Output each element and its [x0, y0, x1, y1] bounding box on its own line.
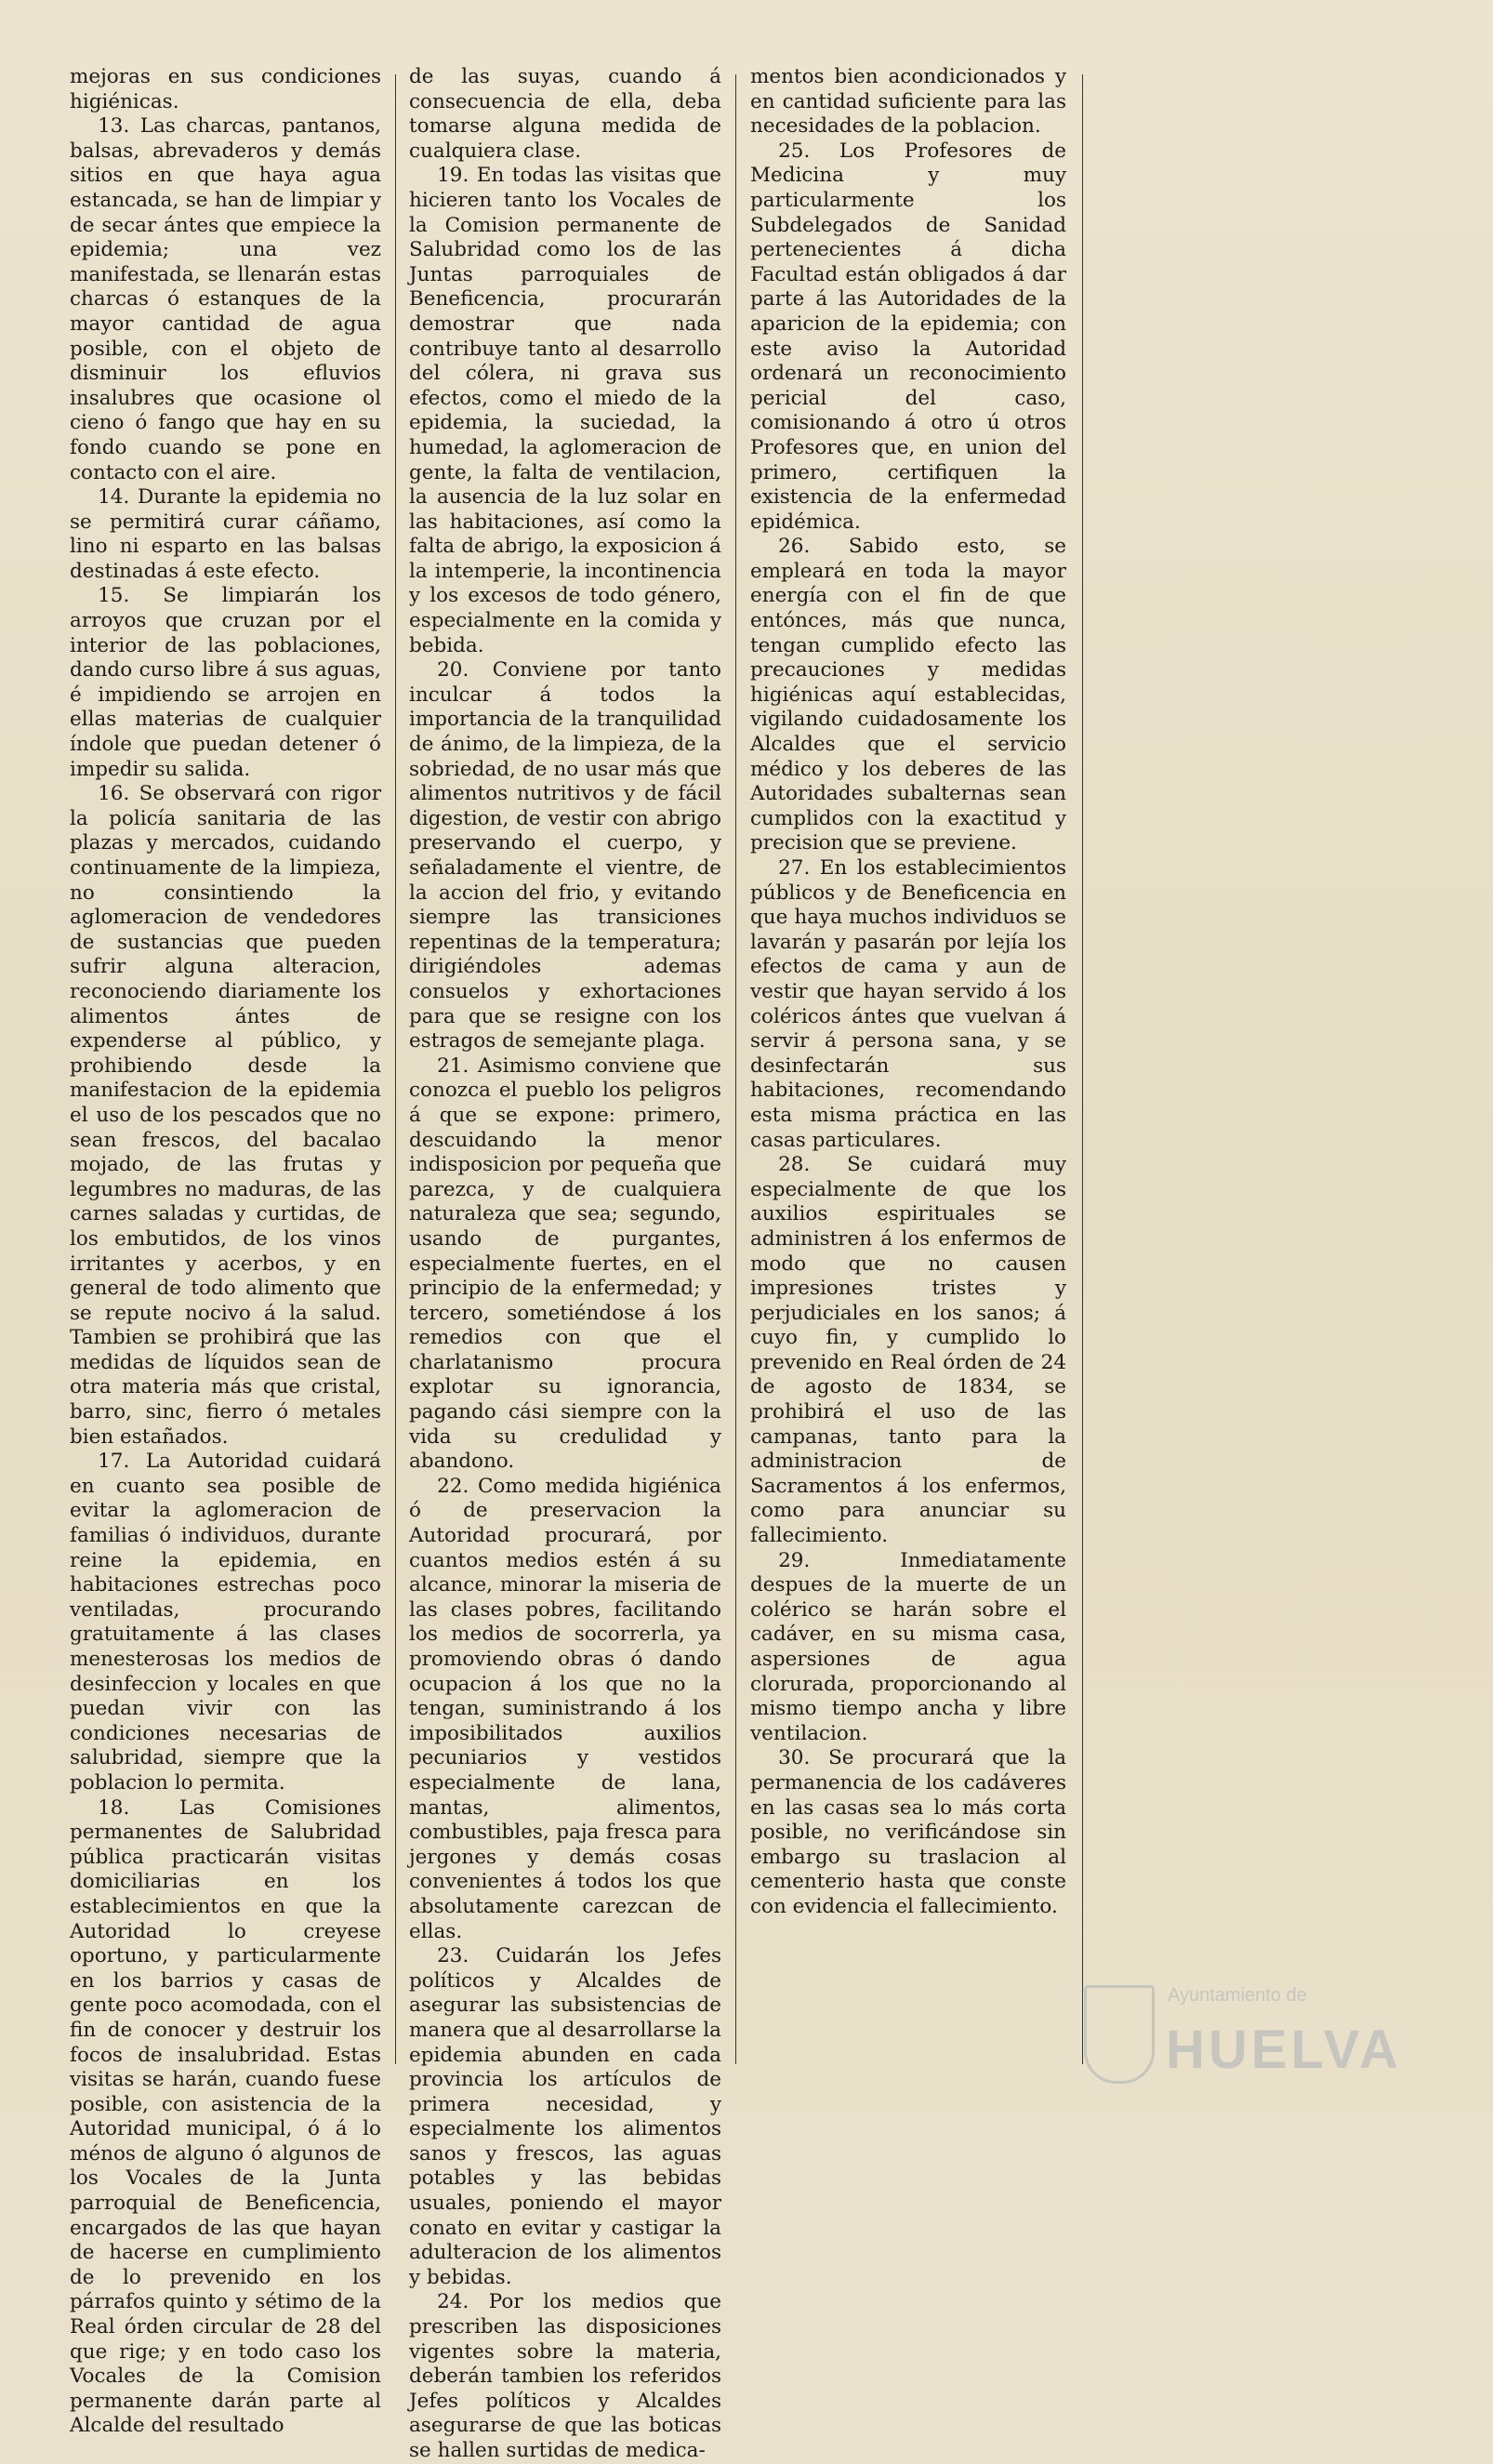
archive-watermark: [1084, 1978, 1419, 2089]
text-column-4: [1097, 65, 1408, 2083]
paragraph: 20. Conviene por tanto inculcar á todos la importancia de la tranquilidad de ánimo, de la limpieza, de la sobriedad, de no usar más que alimentos nutritivos y de fácil digestion, de vestir con abrigo preservando el cuerpo, y señaladamente el vientre, de la accion del frio, y evitando siempre las transiciones repentinas de la temperatura; dirigiéndoles ademas consuelos y exhortaciones para que se resigne con los estragos de semejante plaga.: [409, 658, 721, 1053]
paragraph: 28. Se cuidará muy especialmente de que los auxilios espirituales se administren á los enfermos de modo que no causen impresiones tristes y perjudiciales en los sanos; á cuyo fin, y cumplido lo prevenido en Real órden de 24 de agosto de 1834, se prohibirá el uso de las campanas, tanto para la administracion de Sacramentos á los enfermos, como para anunciar su fallecimiento.: [750, 1153, 1066, 1548]
paragraph: 30. Se procurará que la permanencia de los cadáveres en las casas sea lo más corta posible, no verificándose sin embargo su traslacion al cementerio hasta que conste con evidencia el fallecimiento.: [750, 1746, 1066, 1918]
paragraph: 17. La Autoridad cuidará en cuanto sea posible de evitar la aglomeracion de familias ó individuos, durante reine la epidemia, en habitaciones estrechas poco ventiladas, procurando gratuitamente á las clases menesterosas los medios de desinfeccion y locales en que puedan vivir con las condiciones necesarias de salubridad, siempre que la poblacion lo permita.: [70, 1450, 381, 1795]
paragraph: 24. Por los medios que prescriben las disposiciones vigentes sobre la materia, deberán tambien los referidos Jefes políticos y Alcaldes asegurarse de que las boticas se hallen surtidas de medica-: [409, 2290, 721, 2462]
paragraph: 16. Se observará con rigor la policía sanitaria de las plazas y mercados, cuidando continuamente de la limpieza, no consintiendo la aglomeracion de vendedores de sustancias que pueden sufrir alguna alteracion, reconociendo diariamente los alimentos ántes de expenderse al público, y prohibiendo desde la manifestacion de la epidemia el uso de los pescados que no sean frescos, del bacalao mojado, de las frutas y legumbres no maduras, de las carnes saladas y curtidas, de los embutidos, de los vinos irritantes y acerbos, y en general de todo alimento que se repute nocivo á la salud. Tambien se prohibirá que las medidas de líquidos sean de otra materia más que cristal, barro, sinc, fierro ó metales bien estañados.: [70, 782, 381, 1449]
paragraph: 13. Las charcas, pantanos, balsas, abrevaderos y demás sitios en que haya agua estancada, se han de limpiar y de secar ántes que empiece la epidemia; una vez manifestada, se llenarán estas charcas ó estanques de la mayor cantidad de agua posible, con el objeto de disminuir los efluvios insalubres que ocasione ol cieno ó fango que hay en su fondo cuando se pone en contacto con el aire.: [70, 114, 381, 484]
text-column-1: [70, 65, 381, 2438]
paragraph: de las suyas, cuando á consecuencia de ella, deba tomarse alguna medida de cualquiera clase.: [409, 65, 721, 163]
paragraph: 15. Se limpiarán los arroyos que cruzan por el interior de las poblaciones, dando curso libre á sus aguas, é impidiendo se arrojen en ellas materias de cualquier índole que puedan detener ó impedir su salida.: [70, 584, 381, 781]
column-rule: [395, 74, 396, 2064]
paragraph: 26. Sabido esto, se empleará en toda la mayor energía con el fin de que entónces, más que nunca, tengan cumplido efecto las precauciones y medidas higiénicas aquí establecidas, vigilando cuidadosamente los Alcaldes que el servicio médico y los deberes de las Autoridades subalternas sean cumplidos con la exactitud y precision que se previene.: [750, 535, 1066, 855]
coat-of-arms-icon: [1084, 1985, 1155, 2084]
paragraph: 22. Como medida higiénica ó de preservacion la Autoridad procurará, por cuantos medios estén á su alcance, minorar la miseria de las clases pobres, facilitando los medios de socorrerla, ya promoviendo obras ó dando ocupacion á los que no la tengan, suministrando á los imposibilitados auxilios pecuniarios y vestidos especialmente de lana, mantas, alimentos, combustibles, paja fresca para jergones y demás cosas convenientes á todos los que absolutamente carezcan de ellas.: [409, 1474, 721, 1943]
paragraph: mentos bien acondicionados y en cantidad suficiente para las necesidades de la poblacion.: [750, 65, 1066, 139]
paragraph: 21. Asimismo conviene que conozca el pueblo los peligros á que se expone: primero, descuidando la menor indisposicion por pequeña que parezca, y de cualquiera naturaleza que sea; segundo, usando de purgantes, especialmente fuertes, en el principio de la enfermedad; y tercero, sometiéndose á los remedios con que el charlatanismo procura explotar su ignorancia, pagando cási siempre con la vida su credulidad y abandono.: [409, 1053, 721, 1474]
paragraph: 25. Los Profesores de Medicina y muy particularmente los Subdelegados de Sanidad pertenecientes á dicha Facultad están obligados á dar parte á las Autoridades de la aparicion de la epidemia; con este aviso la Autoridad ordenará un reconocimiento pericial del caso, comisionando á otro ú otros Profesores que, en union del primero, certifiquen la existencia de la enfermedad epidémica.: [750, 139, 1066, 534]
text-column-3: [750, 65, 1066, 2083]
paragraph: 27. En los establecimientos públicos y de Beneficencia en que haya muchos individuos se lavarán y pasarán por lejía los efectos de cama y aun de vestir que hayan servido á los coléricos ántes que vuelvan á servir á persona sana, y se desinfectarán sus habitaciones, recomendando esta misma práctica en las casas particulares.: [750, 856, 1066, 1152]
text-column-2: [409, 65, 721, 2462]
column-rule: [735, 74, 736, 2064]
column-rule: [1082, 74, 1083, 2064]
paragraph: mejoras en sus condiciones higiénicas.: [70, 65, 381, 113]
watermark-big-text: HUELVA: [1166, 2020, 1402, 2080]
watermark-small-text: Ayuntamiento de: [1168, 1985, 1307, 2006]
paragraph: 14. Durante la epidemia no se permitirá curar cáñamo, lino ni esparto en las balsas destinadas á este efecto.: [70, 485, 381, 583]
paragraph: 23. Cuidarán los Jefes políticos y Alcaldes de asegurar las subsistencias de manera que al desarrollarse la epidemia abunden en cada provincia los artículos de primera necesidad, y especialmente los alimentos sanos y frescos, las aguas potables y las bebidas usuales, poniendo el mayor conato en evitar y castigar la adulteracion de los alimentos y bebidas.: [409, 1944, 721, 2289]
paragraph: 29. Inmediatamente despues de la muerte de un colérico se harán sobre el cadáver, en su misma casa, aspersiones de agua clorurada, proporcionando al mismo tiempo ancha y libre ventilacion.: [750, 1548, 1066, 1745]
paragraph: 18. Las Comisiones permanentes de Salubridad pública practicarán visitas domiciliarias en los establecimientos en que la Autoridad lo creyese oportuno, y particularmente en los barrios y casas de gente poco acomodada, con el fin de conocer y destruir los focos de insalubridad. Estas visitas se harán, cuando fuese posible, con asistencia de la Autoridad municipal, ó á lo ménos de alguno ó algunos de los Vocales de la Junta parroquial de Beneficencia, encargados de las que hayan de hacerse en cumplimiento de lo prevenido en los párrafos quinto y sétimo de la Real órden circular de 28 del que rige; y en todo caso los Vocales de la Comision permanente darán parte al Alcalde del resultado: [70, 1795, 381, 2438]
paragraph: 19. En todas las visitas que hicieren tanto los Vocales de la Comision permanente de Salubridad como los de las Juntas parroquiales de Beneficencia, procurarán demostrar que nada contribuye tanto al desarrollo del cólera, ni grava sus efectos, como el miedo de la epidemia, la suciedad, la humedad, la aglomeracion de gente, la falta de ventilacion, la ausencia de la luz solar en las habitaciones, así como la falta de abrigo, la exposicion á la intemperie, la incontinencia y los excesos de todo género, especialmente en la comida y bebida.: [409, 164, 721, 657]
